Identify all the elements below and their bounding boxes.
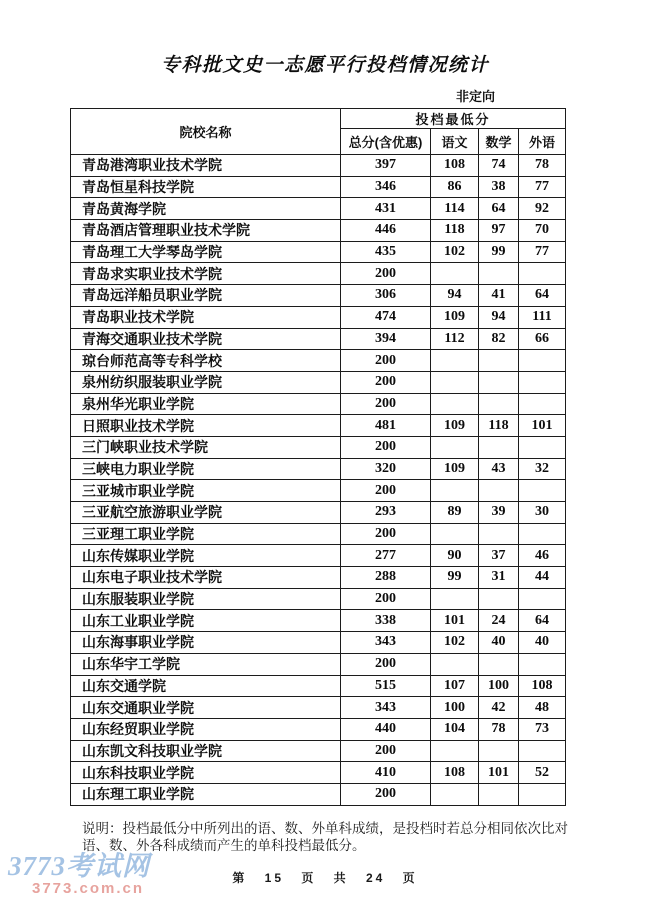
total-score-cell: 343 [341,697,431,719]
col-header-school-name: 院校名称 [71,109,341,155]
math-score-cell [479,588,519,610]
school-name-cell: 山东理工职业学院 [71,783,341,805]
total-score-cell: 200 [341,783,431,805]
foreign-score-cell [519,653,566,675]
foreign-score-cell [519,588,566,610]
table-row [71,653,566,675]
school-name-cell: 青岛远洋船员职业学院 [71,285,341,307]
foreign-score-cell [519,263,566,285]
table-row [71,220,566,242]
total-score-cell: 440 [341,718,431,740]
table-row [71,567,566,589]
foreign-score-cell: 92 [519,198,566,220]
total-score-cell: 293 [341,502,431,524]
total-score-cell: 200 [341,480,431,502]
col-header-total-score: 总分(含优惠) [341,129,431,155]
chinese-score-cell: 109 [431,306,479,328]
school-name-cell: 日照职业技术学院 [71,415,341,437]
total-score-cell: 200 [341,350,431,372]
total-score-cell: 320 [341,458,431,480]
total-score-cell: 446 [341,220,431,242]
school-name-cell: 青岛恒星科技学院 [71,176,341,198]
watermark-site-domain: 3773.com.cn [32,880,145,897]
col-header-foreign-language: 外语 [519,129,566,155]
foreign-score-cell: 30 [519,502,566,524]
foreign-score-cell: 108 [519,675,566,697]
school-name-cell: 山东服装职业学院 [71,588,341,610]
chinese-score-cell [431,393,479,415]
total-score-cell: 481 [341,415,431,437]
chinese-score-cell: 102 [431,632,479,654]
chinese-score-cell: 114 [431,198,479,220]
watermark-logo [8,853,150,896]
table-row [71,350,566,372]
school-name-cell: 泉州纺织服装职业学院 [71,371,341,393]
school-name-cell: 青岛职业技术学院 [71,306,341,328]
school-name-cell: 三亚理工职业学院 [71,523,341,545]
table-row [71,718,566,740]
table-row [71,545,566,567]
chinese-score-cell [431,653,479,675]
table-body [71,155,566,806]
admission-score-table [70,108,566,806]
school-name-cell: 山东交通学院 [71,675,341,697]
total-score-cell: 200 [341,653,431,675]
school-name-cell: 山东工业职业学院 [71,610,341,632]
chinese-score-cell [431,783,479,805]
foreign-score-cell [519,393,566,415]
page-number-footer: 第 15 页 共 24 页 [232,871,418,885]
math-score-cell: 64 [479,198,519,220]
table-row [71,523,566,545]
total-score-cell: 288 [341,567,431,589]
math-score-cell: 94 [479,306,519,328]
foreign-score-cell: 40 [519,632,566,654]
table-row [71,436,566,458]
foreign-score-cell: 46 [519,545,566,567]
table-row [71,263,566,285]
total-score-cell: 200 [341,263,431,285]
chinese-score-cell: 107 [431,675,479,697]
school-name-cell: 青岛黄海学院 [71,198,341,220]
total-score-cell: 200 [341,588,431,610]
math-score-cell [479,480,519,502]
math-score-cell: 41 [479,285,519,307]
math-score-cell: 78 [479,718,519,740]
chinese-score-cell: 100 [431,697,479,719]
total-score-cell: 200 [341,436,431,458]
math-score-cell: 74 [479,155,519,177]
chinese-score-cell: 89 [431,502,479,524]
col-header-math: 数学 [479,129,519,155]
total-score-cell: 338 [341,610,431,632]
school-name-cell: 山东交通职业学院 [71,697,341,719]
total-score-cell: 200 [341,523,431,545]
table-row [71,285,566,307]
school-name-cell: 青岛港湾职业技术学院 [71,155,341,177]
school-name-cell: 三亚航空旅游职业学院 [71,502,341,524]
math-score-cell: 37 [479,545,519,567]
chinese-score-cell [431,350,479,372]
total-score-cell: 431 [341,198,431,220]
table-row [71,198,566,220]
chinese-score-cell: 108 [431,155,479,177]
page-title: 专科批文史一志愿平行投档情况统计 [160,55,489,76]
math-score-cell: 82 [479,328,519,350]
foreign-score-cell: 52 [519,762,566,784]
table-row [71,306,566,328]
school-name-cell: 青岛求实职业技术学院 [71,263,341,285]
total-score-cell: 397 [341,155,431,177]
math-score-cell: 38 [479,176,519,198]
chinese-score-cell: 118 [431,220,479,242]
table-row [71,610,566,632]
chinese-score-cell [431,588,479,610]
total-score-cell: 394 [341,328,431,350]
math-score-cell [479,393,519,415]
math-score-cell: 118 [479,415,519,437]
foreign-score-cell [519,436,566,458]
chinese-score-cell: 86 [431,176,479,198]
table-row [71,241,566,263]
watermark-site-name: 3773考试网 [8,851,150,881]
math-score-cell [479,350,519,372]
math-score-cell: 100 [479,675,519,697]
note-line-1: 说明：投档最低分中所列出的语、数、外单科成绩，是投档时若总分相同依次比对 [82,821,568,836]
school-name-cell: 三亚城市职业学院 [71,480,341,502]
table-row [71,415,566,437]
chinese-score-cell: 99 [431,567,479,589]
total-score-cell: 474 [341,306,431,328]
math-score-cell: 40 [479,632,519,654]
school-name-cell: 青海交通职业技术学院 [71,328,341,350]
foreign-score-cell [519,740,566,762]
foreign-score-cell [519,350,566,372]
foreign-score-cell: 77 [519,241,566,263]
math-score-cell: 101 [479,762,519,784]
foreign-score-cell: 78 [519,155,566,177]
chinese-score-cell [431,263,479,285]
total-score-cell: 200 [341,740,431,762]
foreign-score-cell [519,480,566,502]
foreign-score-cell: 66 [519,328,566,350]
chinese-score-cell [431,740,479,762]
school-name-cell: 泉州华光职业学院 [71,393,341,415]
school-name-cell: 山东海事职业学院 [71,632,341,654]
foreign-score-cell: 73 [519,718,566,740]
table-row [71,393,566,415]
total-score-cell: 306 [341,285,431,307]
foreign-score-cell: 44 [519,567,566,589]
school-name-cell: 青岛酒店管理职业技术学院 [71,220,341,242]
math-score-cell: 43 [479,458,519,480]
math-score-cell: 97 [479,220,519,242]
total-score-cell: 435 [341,241,431,263]
foreign-score-cell [519,523,566,545]
table-row [71,176,566,198]
table-row [71,502,566,524]
chinese-score-cell: 101 [431,610,479,632]
table-header [71,109,566,155]
school-name-cell: 山东电子职业技术学院 [71,567,341,589]
note-line-2: 语、数、外各科成绩而产生的单科投档最低分。 [82,837,366,853]
math-score-cell [479,740,519,762]
col-header-min-score-group: 投档最低分 [341,109,566,129]
foreign-score-cell [519,783,566,805]
foreign-score-cell: 48 [519,697,566,719]
chinese-score-cell: 109 [431,415,479,437]
math-score-cell: 24 [479,610,519,632]
table-row [71,371,566,393]
foreign-score-cell: 64 [519,610,566,632]
table-row [71,783,566,805]
math-score-cell [479,371,519,393]
table-row [71,480,566,502]
chinese-score-cell: 94 [431,285,479,307]
table-row [71,155,566,177]
orientation-label: 非定向 [456,89,496,104]
school-name-cell: 三峡电力职业学院 [71,458,341,480]
math-score-cell [479,783,519,805]
note-text [82,821,587,854]
school-name-cell: 山东华宇工学院 [71,653,341,675]
table-row [71,328,566,350]
table-row [71,632,566,654]
total-score-cell: 410 [341,762,431,784]
school-name-cell: 青岛理工大学琴岛学院 [71,241,341,263]
math-score-cell [479,263,519,285]
foreign-score-cell [519,371,566,393]
chinese-score-cell: 104 [431,718,479,740]
table-row [71,762,566,784]
table-row [71,588,566,610]
chinese-score-cell: 112 [431,328,479,350]
math-score-cell: 39 [479,502,519,524]
chinese-score-cell [431,436,479,458]
foreign-score-cell: 101 [519,415,566,437]
total-score-cell: 346 [341,176,431,198]
table-row [71,697,566,719]
foreign-score-cell: 32 [519,458,566,480]
total-score-cell: 200 [341,371,431,393]
foreign-score-cell: 64 [519,285,566,307]
math-score-cell [479,436,519,458]
foreign-score-cell: 111 [519,306,566,328]
table-row [71,740,566,762]
total-score-cell: 200 [341,393,431,415]
foreign-score-cell: 70 [519,220,566,242]
foreign-score-cell: 77 [519,176,566,198]
table-row [71,458,566,480]
math-score-cell: 99 [479,241,519,263]
total-score-cell: 343 [341,632,431,654]
math-score-cell [479,653,519,675]
math-score-cell: 42 [479,697,519,719]
total-score-cell: 277 [341,545,431,567]
school-name-cell: 山东凯文科技职业学院 [71,740,341,762]
col-header-chinese: 语文 [431,129,479,155]
chinese-score-cell: 109 [431,458,479,480]
school-name-cell: 琼台师范高等专科学校 [71,350,341,372]
school-name-cell: 三门峡职业技术学院 [71,436,341,458]
chinese-score-cell [431,523,479,545]
chinese-score-cell: 90 [431,545,479,567]
school-name-cell: 山东经贸职业学院 [71,718,341,740]
school-name-cell: 山东科技职业学院 [71,762,341,784]
chinese-score-cell [431,371,479,393]
total-score-cell: 515 [341,675,431,697]
chinese-score-cell: 108 [431,762,479,784]
chinese-score-cell [431,480,479,502]
school-name-cell: 山东传媒职业学院 [71,545,341,567]
chinese-score-cell: 102 [431,241,479,263]
math-score-cell [479,523,519,545]
table-row [71,675,566,697]
math-score-cell: 31 [479,567,519,589]
